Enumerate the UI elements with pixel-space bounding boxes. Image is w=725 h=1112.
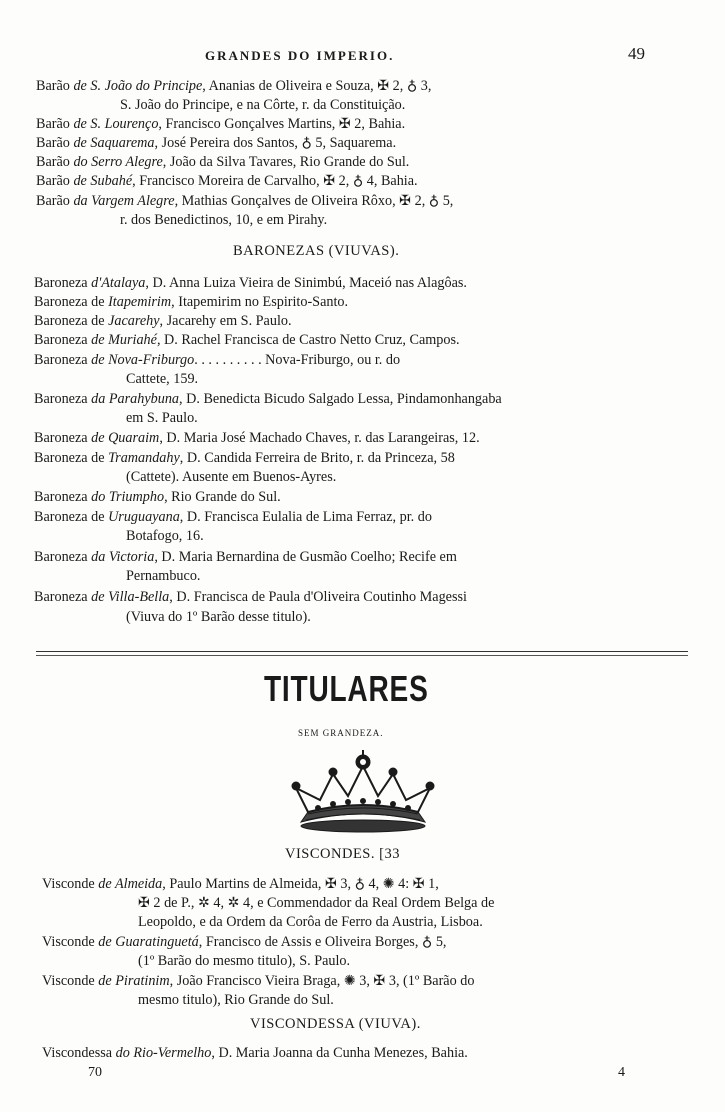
page-number: 49 [628,44,645,63]
entry-line: Baroneza do Triumpho, Rio Grande do Sul. [34,489,281,505]
section-subtitle: SEM GRANDEZA. [298,728,384,738]
entry-line: Baroneza de Itapemirim, Itapemirim no Espirito-Santo. [34,294,349,310]
viscondessa-heading: VISCONDESSA (VIUVA). [250,1016,421,1032]
entry-line: Baroneza da Parahybuna, D. Benedicta Bicudo Salgado Lessa, Pindamonhangaba [34,391,502,407]
entry-line: Baroneza d'Atalaya, D. Anna Luiza Vieira de Sinimbú, Maceió nas Alagôas. [34,275,467,291]
entry-line: Barão da Vargem Alegre, Mathias Gonçalves de Oliveira Rôxo, ✠ 2, ♁ 5, [36,193,454,209]
baronezas-heading: BARONEZAS (VIUVAS). [233,243,400,259]
entry-line: Barão do Serro Alegre, João da Silva Tavares, Rio Grande do Sul. [36,154,410,170]
entry-line: Visconde de Piratinim, João Francisco Vieira Braga, ✺ 3, ✠ 3, (1º Barão do [42,973,475,989]
entry-line: Visconde de Almeida, Paulo Martins de Almeida, ✠ 3, ♁ 4, ✺ 4: ✠ 1, [42,876,439,892]
signature-number: 4 [618,1065,625,1080]
entry-line: Barão de S. João do Principe, Ananias de Oliveira e Souza, ✠ 2, ♁ 3, [36,78,432,94]
entry-line: (Viuva do 1º Barão desse titulo). [126,609,311,625]
section-divider [36,655,688,656]
entry-line: Viscondessa do Rio-Vermelho, D. Maria Joanna da Cunha Menezes, Bahia. [42,1045,468,1061]
entry-line: Visconde de Guaratinguetá, Francisco de Assis e Oliveira Borges, ♁ 5, [42,934,447,950]
entry-line: Pernambuco. [126,568,201,584]
entry-line: Barão de Saquarema, José Pereira dos Santos, ♁ 5, Saquarema. [36,135,397,151]
entry-line: Baroneza de Tramandahy, D. Candida Ferreira de Brito, r. da Princeza, 58 [34,450,455,466]
entry-line: Baroneza de Muriahé, D. Rachel Francisca de Castro Netto Cruz, Campos. [34,332,460,348]
entry-line: mesmo titulo), Rio Grande do Sul. [138,992,334,1008]
entry-line: Cattete, 159. [126,371,199,387]
entry-line: r. dos Benedictinos, 10, e em Pirahy. [120,212,328,228]
entry-line: S. João do Principe, e na Côrte, r. da Constituição. [120,97,406,113]
entry-line: Leopoldo, e da Ordem da Corôa de Ferro da Austria, Lisboa. [138,914,483,930]
entry-line: Baroneza de Quaraim, D. Maria José Machado Chaves, r. das Larangeiras, 12. [34,430,480,446]
entry-line: Baroneza de Uruguayana, D. Francisca Eulalia de Lima Ferraz, pr. do [34,509,432,525]
section-title: TITULARES [264,668,429,709]
entry-line: Baroneza de Jacarehy, Jacarehy em S. Paulo. [34,313,292,329]
entry-line: (Cattete). Ausente em Buenos-Ayres. [126,469,337,485]
running-header: GRANDES DO IMPERIO. [205,48,395,63]
entry-line: Baroneza de Villa-Bella, D. Francisca de Paula d'Oliveira Coutinho Magessi [34,589,467,605]
signature-mark: 70 [88,1065,102,1080]
viscondes-heading: VISCONDES. [33 [285,846,400,862]
entry-line: Barão de Subahé, Francisco Moreira de Carvalho, ✠ 2, ♁ 4, Bahia. [36,173,418,189]
entry-line: Baroneza da Victoria, D. Maria Bernardina de Gusmão Coelho; Recife em [34,549,457,565]
entry-line: (1º Barão do mesmo titulo), S. Paulo. [138,953,351,969]
entry-line: Botafogo, 16. [126,528,204,544]
entry-line: Baroneza de Nova-Friburgo. . . . . . . . . . Nova-Friburgo, ou r. do [34,352,401,368]
entry-line: Barão de S. Lourenço, Francisco Gonçalves Martins, ✠ 2, Bahia. [36,116,406,132]
crown-icon [278,748,448,838]
entry-line: ✠ 2 de P., ✲ 4, ✲ 4, e Commendador da Real Ordem Belga de [138,895,495,911]
entry-line: em S. Paulo. [126,410,198,426]
section-divider [36,651,688,652]
